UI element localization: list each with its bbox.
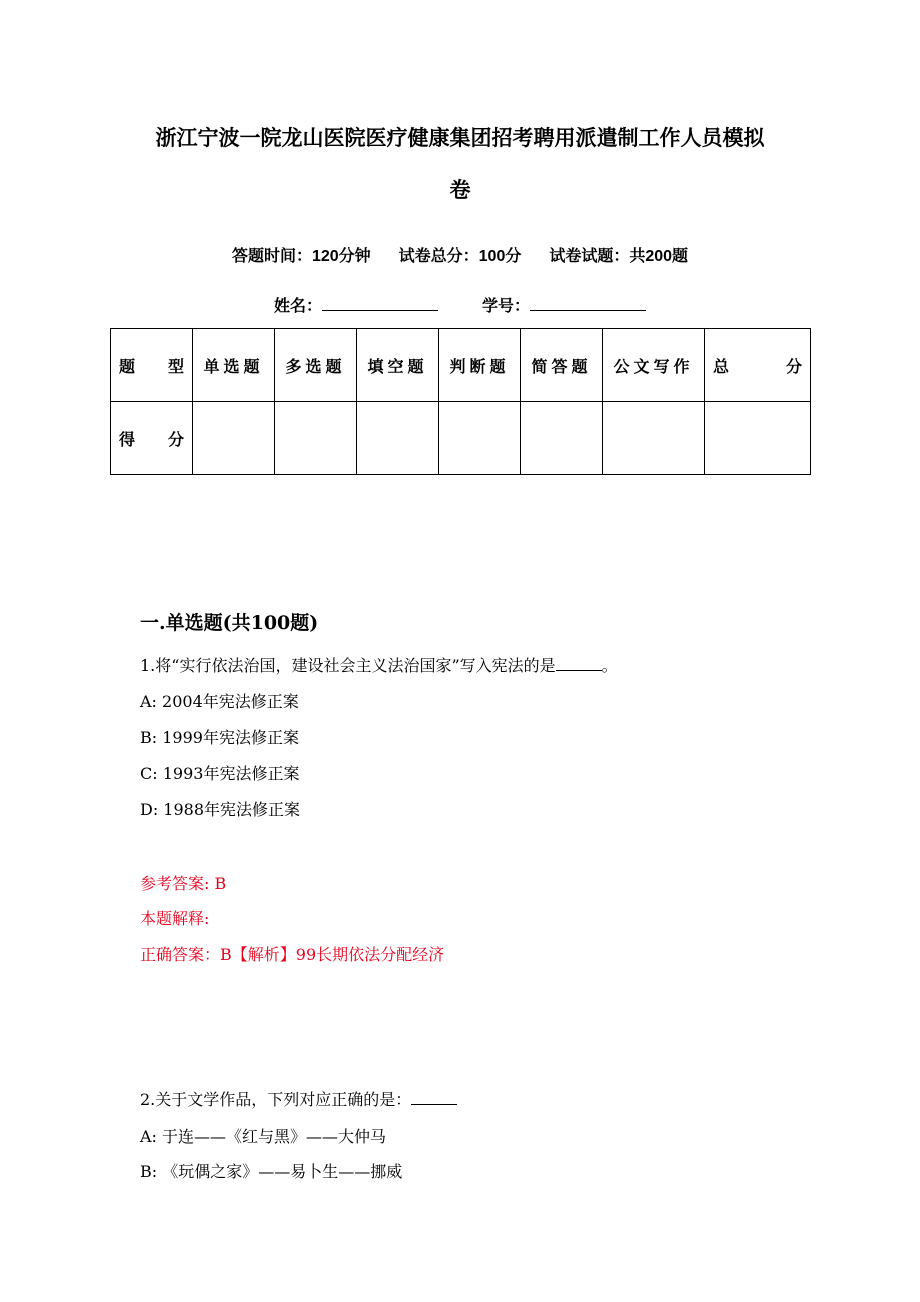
student-info xyxy=(0,293,920,316)
exam-meta xyxy=(0,243,920,266)
row-label-type: 题型 xyxy=(111,329,193,402)
score-cell xyxy=(193,402,275,475)
score-table xyxy=(110,328,811,475)
row-label-score: 得分 xyxy=(111,402,193,475)
document-title-line1: 浙江宁波一院龙山医院医疗健康集团招考聘用派遣制工作人员模拟 xyxy=(155,125,765,150)
score-table-score-row xyxy=(111,402,811,475)
question-1-option-d: D: 1988年宪法修正案 xyxy=(140,800,301,819)
col-short-answer: 简答题 xyxy=(521,329,603,402)
col-true-false: 判断题 xyxy=(439,329,521,402)
exam-time: 答题时间：120分钟 xyxy=(231,248,371,265)
score-cell xyxy=(357,402,439,475)
document-title-line2: 卷 xyxy=(449,177,471,202)
answer-blank xyxy=(556,656,602,671)
name-blank xyxy=(322,295,438,311)
exam-total-questions: 试卷试题：共200题 xyxy=(549,248,689,265)
question-1-stem: 1.将“实行依法治国，建设社会主义法治国家”写入宪法的是 。 xyxy=(140,656,618,675)
question-1-option-c: C: 1993年宪法修正案 xyxy=(140,764,300,783)
score-cell xyxy=(439,402,521,475)
exam-total-score: 试卷总分：100分 xyxy=(398,248,522,265)
col-official-writing: 公文写作 xyxy=(603,329,705,402)
question-1-explanation: 正确答案：B【解析】99长期依法分配经济 xyxy=(140,945,445,964)
score-cell xyxy=(603,402,705,475)
section-title: 一.单选题(共100题) xyxy=(140,612,319,634)
col-single-choice: 单选题 xyxy=(193,329,275,402)
question-2-option-b: B: 《玩偶之家》——易卜生——挪威 xyxy=(140,1162,403,1181)
question-1-explain-label: 本题解释: xyxy=(140,909,210,928)
question-1-answer: 参考答案: B xyxy=(140,874,227,893)
question-1-option-a: A: 2004年宪法修正案 xyxy=(140,692,299,711)
question-2-stem: 2.关于文学作品，下列对应正确的是： xyxy=(140,1087,457,1110)
score-cell xyxy=(521,402,603,475)
question-1-option-b: B: 1999年宪法修正案 xyxy=(140,728,299,747)
score-table-header-row xyxy=(111,329,811,402)
answer-blank xyxy=(411,1090,457,1105)
col-fill-blank: 填空题 xyxy=(357,329,439,402)
score-cell xyxy=(275,402,357,475)
id-blank xyxy=(530,295,646,311)
col-total: 总分 xyxy=(705,329,811,402)
question-2-option-a: A: 于连——《红与黑》——大仲马 xyxy=(140,1127,387,1146)
score-cell xyxy=(705,402,811,475)
id-label: 学号： xyxy=(482,298,531,315)
name-label: 姓名： xyxy=(273,298,322,315)
col-multi-choice: 多选题 xyxy=(275,329,357,402)
